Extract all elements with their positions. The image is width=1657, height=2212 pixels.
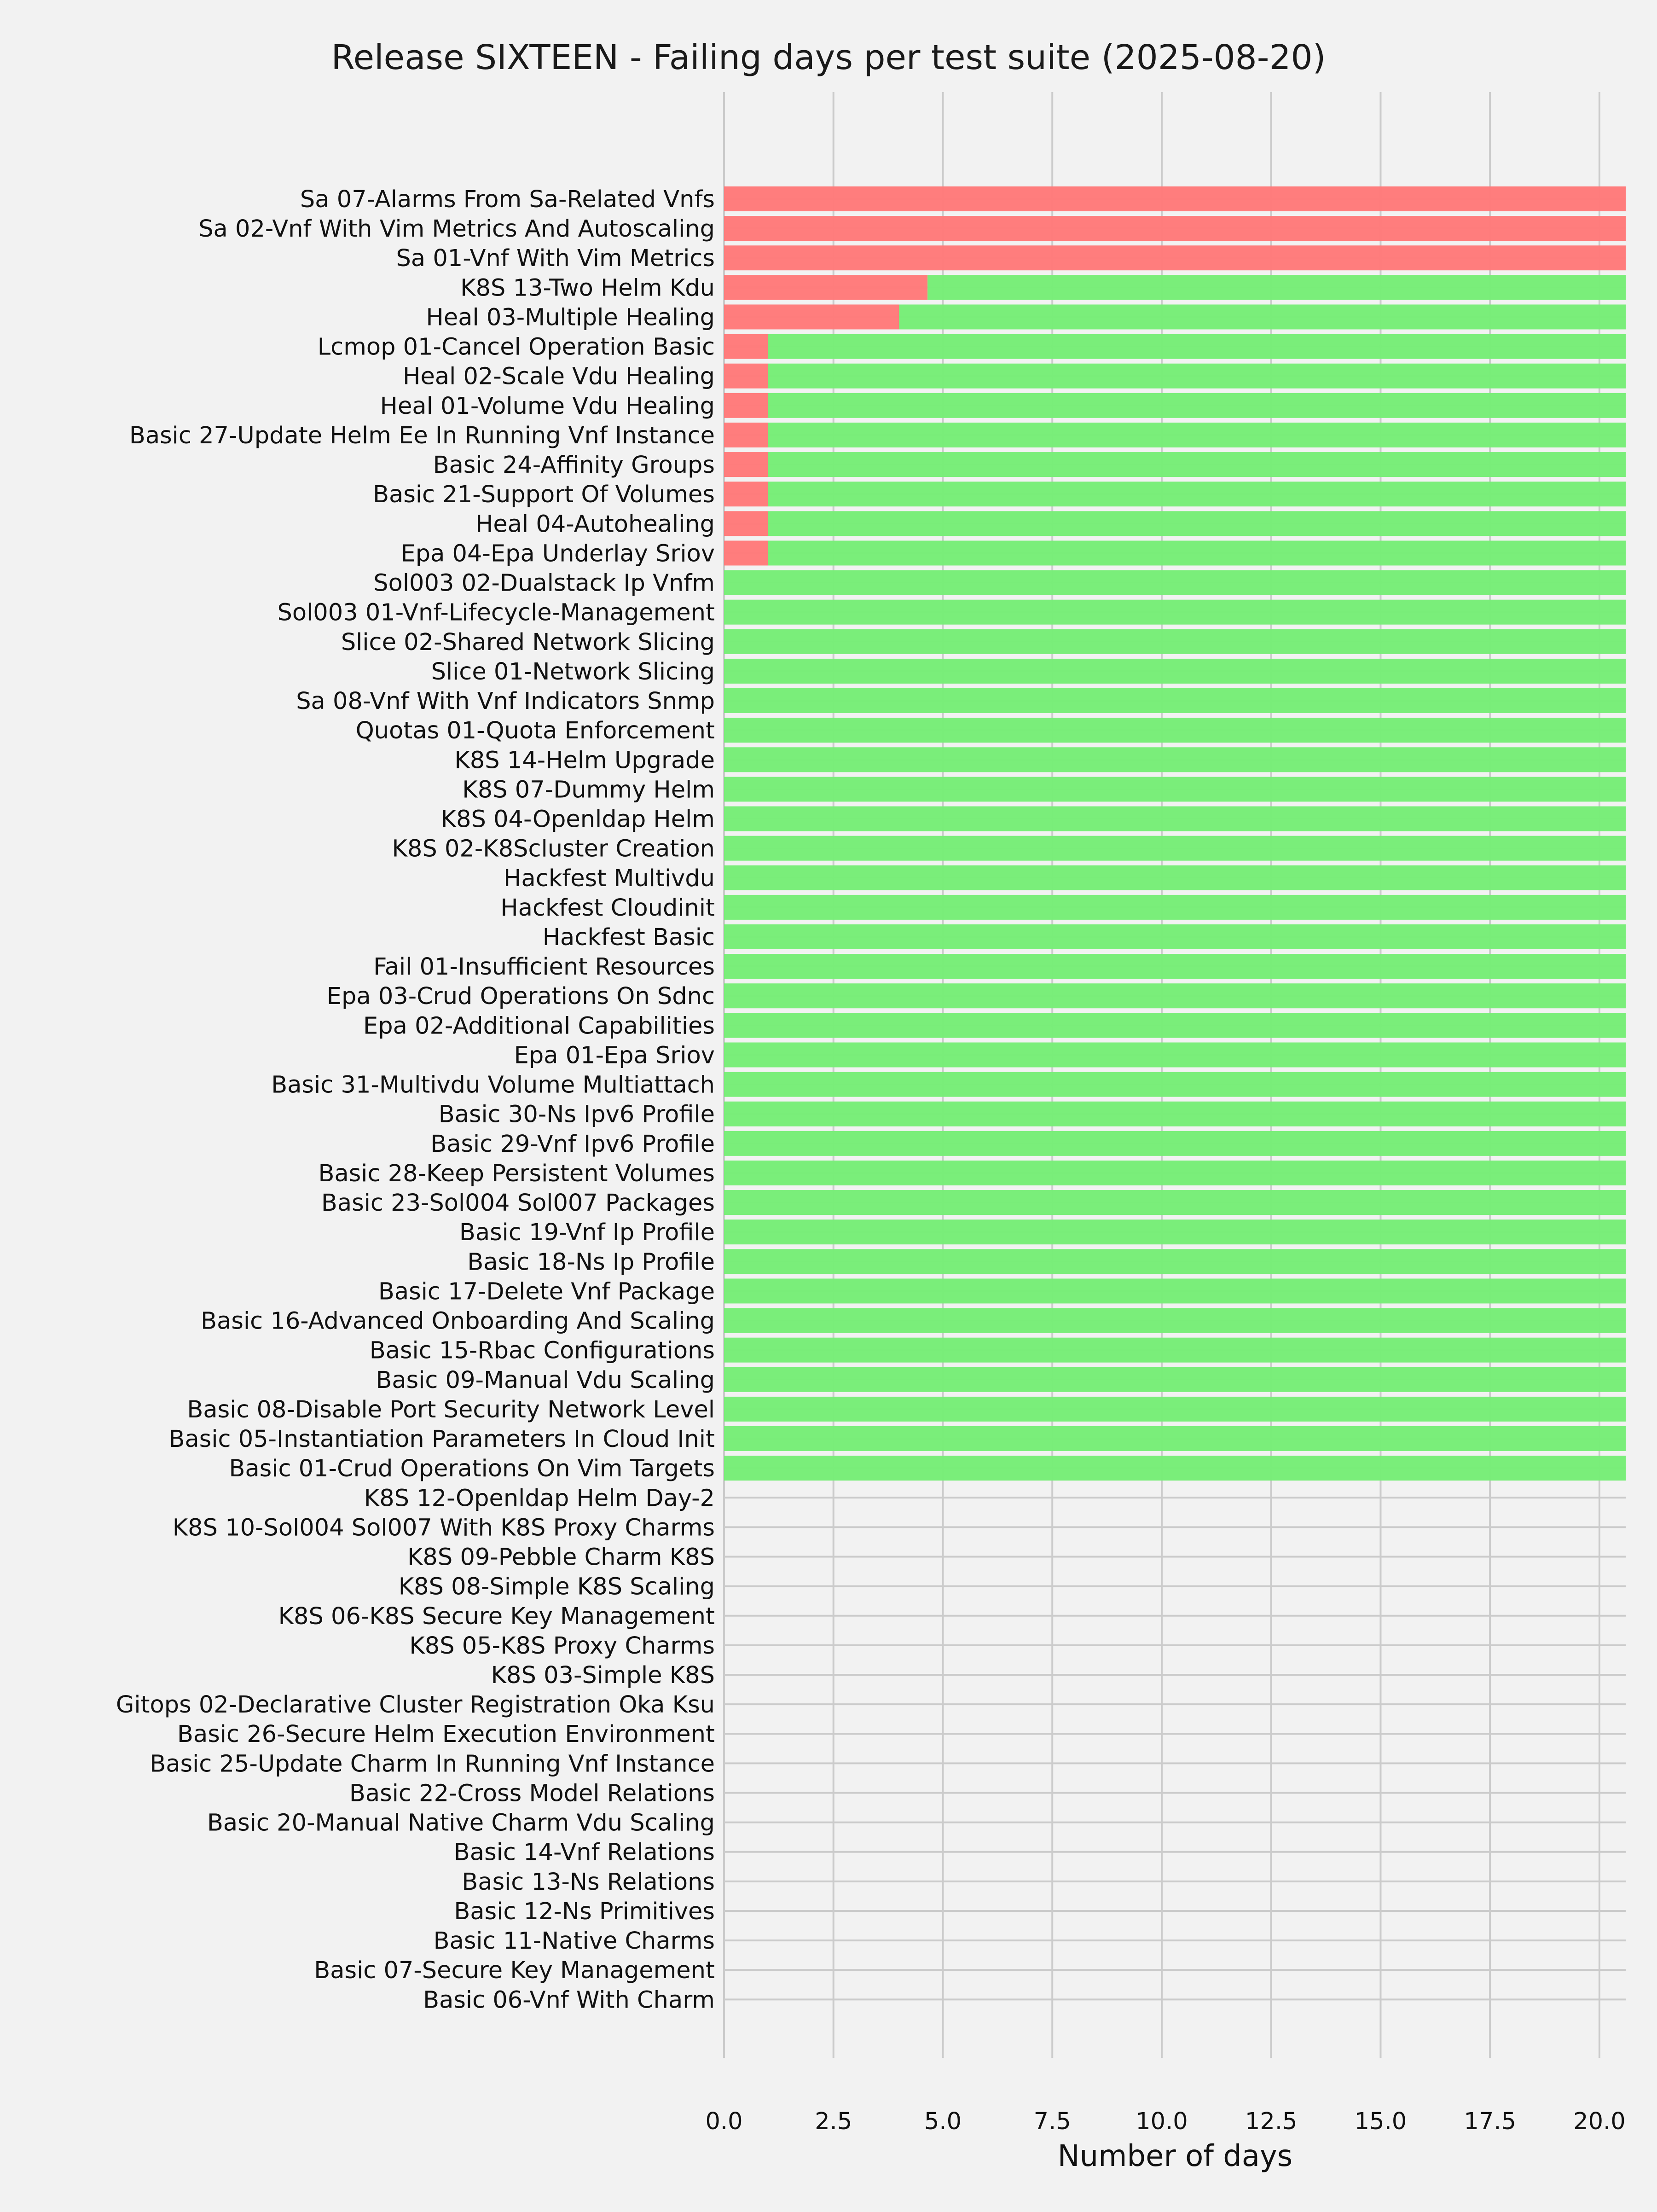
category-label: Basic 12-Ns Primitives: [454, 1898, 715, 1925]
passing-bar: [724, 1278, 1626, 1303]
passing-bar: [768, 482, 1626, 506]
category-label: Basic 17-Delete Vnf Package: [378, 1278, 715, 1306]
category-label: K8S 14-Helm Upgrade: [454, 747, 715, 774]
passing-bar: [724, 895, 1626, 920]
passing-bar: [724, 747, 1626, 772]
failing-bar: [724, 334, 768, 359]
category-label: Basic 11-Native Charms: [433, 1928, 715, 1955]
category-label: Sol003 01-Vnf-Lifecycle-Management: [277, 599, 715, 627]
category-label: Hackfest Basic: [542, 924, 715, 951]
category-label: Basic 24-Affinity Groups: [433, 452, 715, 479]
category-label: Fail 01-Insufficient Resources: [373, 953, 715, 981]
passing-bar: [724, 1102, 1626, 1126]
x-axis-label: Number of days: [1057, 2139, 1293, 2173]
passing-bar: [724, 836, 1626, 861]
passing-bar: [768, 423, 1626, 447]
category-label: K8S 04-Openldap Helm: [440, 806, 715, 833]
category-label: Basic 07-Secure Key Management: [314, 1957, 715, 1985]
category-label: Basic 05-Instantiation Parameters In Cloud Init: [168, 1426, 715, 1453]
x-tick-label: 10.0: [1136, 2108, 1188, 2135]
passing-bar: [724, 924, 1626, 949]
passing-bar: [899, 304, 1626, 329]
category-label: Basic 22-Cross Model Relations: [349, 1780, 715, 1807]
category-label: Sa 02-Vnf With Vim Metrics And Autoscaling: [198, 215, 715, 243]
category-label: Basic 08-Disable Port Security Network Level: [187, 1396, 715, 1423]
x-tick-label: 5.0: [924, 2108, 962, 2135]
category-label: Epa 01-Epa Sriov: [514, 1042, 715, 1069]
category-label: K8S 13-Two Helm Kdu: [460, 274, 715, 302]
category-label: Basic 16-Advanced Onboarding And Scaling: [201, 1307, 715, 1335]
passing-bar: [724, 1131, 1626, 1156]
category-label: Sa 08-Vnf With Vnf Indicators Snmp: [296, 688, 715, 715]
category-label: Slice 01-Network Slicing: [431, 658, 715, 685]
failing-bar: [724, 423, 768, 447]
failing-bar: [724, 186, 1626, 211]
category-label: Basic 13-Ns Relations: [462, 1868, 715, 1896]
passing-bar: [724, 1013, 1626, 1038]
passing-bar: [927, 275, 1626, 300]
category-label: Lcmop 01-Cancel Operation Basic: [317, 333, 715, 361]
passing-bar: [724, 1042, 1626, 1067]
category-label: Basic 25-Update Charm In Running Vnf Instance: [150, 1750, 715, 1778]
category-label: Basic 31-Multivdu Volume Multiattach: [271, 1071, 715, 1099]
passing-bar: [724, 600, 1626, 625]
category-label: Basic 27-Update Helm Ee In Running Vnf Instance: [129, 422, 715, 449]
category-label: Sa 07-Alarms From Sa-Related Vnfs: [300, 186, 715, 213]
passing-bar: [768, 334, 1626, 359]
category-label: K8S 09-Pebble Charm K8S: [407, 1544, 715, 1571]
x-tick-label: 15.0: [1354, 2108, 1407, 2135]
category-label: K8S 07-Dummy Helm: [462, 776, 715, 804]
category-label: Basic 21-Support Of Volumes: [373, 481, 715, 509]
passing-bar: [724, 777, 1626, 801]
passing-bar: [724, 718, 1626, 743]
category-label: Heal 02-Scale Vdu Healing: [403, 363, 715, 390]
passing-bar: [724, 659, 1626, 684]
category-label: Basic 01-Crud Operations On Vim Targets: [229, 1455, 715, 1483]
category-label: Basic 26-Secure Helm Execution Environment: [177, 1721, 715, 1748]
category-label: Basic 23-Sol004 Sol007 Packages: [321, 1190, 715, 1217]
passing-bar: [768, 364, 1626, 389]
passing-bar: [724, 688, 1626, 713]
passing-bar: [768, 511, 1626, 536]
category-label: K8S 05-K8S Proxy Charms: [409, 1632, 715, 1660]
passing-bar: [724, 1338, 1626, 1363]
category-label: K8S 02-K8Scluster Creation: [392, 835, 715, 863]
category-label: K8S 12-Openldap Helm Day-2: [364, 1485, 715, 1512]
category-label: Heal 03-Multiple Healing: [426, 304, 715, 331]
failing-bar: [724, 482, 768, 506]
failing-bar: [724, 364, 768, 389]
failing-bar: [724, 511, 768, 536]
passing-bar: [768, 452, 1626, 477]
passing-bar: [724, 1249, 1626, 1274]
chart-title: Release SIXTEEN - Failing days per test suite (2025-08-20): [331, 38, 1326, 77]
category-label: Heal 01-Volume Vdu Healing: [380, 392, 715, 420]
failing-bar: [724, 245, 1626, 270]
category-label: Basic 20-Manual Native Charm Vdu Scaling: [207, 1809, 715, 1837]
category-label: Sol003 02-Dualstack Ip Vnfm: [373, 569, 715, 597]
passing-bar: [768, 540, 1626, 565]
failing-bar: [724, 304, 899, 329]
x-tick-label: 2.5: [815, 2108, 852, 2135]
failing-bar: [724, 275, 927, 300]
passing-bar: [724, 983, 1626, 1008]
failing-bar: [724, 452, 768, 477]
category-label: Sa 01-Vnf With Vim Metrics: [396, 245, 715, 273]
passing-bar: [724, 1456, 1626, 1480]
category-label: Hackfest Cloudinit: [500, 894, 715, 922]
category-label: Heal 04-Autohealing: [475, 511, 715, 538]
category-label: Basic 30-Ns Ipv6 Profile: [438, 1101, 715, 1128]
category-label: Basic 06-Vnf With Charm: [423, 1986, 715, 2014]
category-label: Basic 09-Manual Vdu Scaling: [376, 1366, 715, 1394]
passing-bar: [724, 954, 1626, 979]
category-label: Quotas 01-Quota Enforcement: [355, 717, 715, 745]
failing-bar: [724, 393, 768, 418]
passing-bar: [724, 1219, 1626, 1244]
category-label: Hackfest Multivdu: [504, 865, 715, 892]
category-label: Basic 14-Vnf Relations: [453, 1839, 715, 1866]
passing-bar: [724, 629, 1626, 654]
x-tick-label: 20.0: [1573, 2108, 1626, 2135]
failing-bar: [724, 540, 768, 565]
passing-bar: [724, 807, 1626, 831]
category-label: Basic 18-Ns Ip Profile: [467, 1248, 715, 1276]
category-label: Basic 28-Keep Persistent Volumes: [318, 1160, 715, 1187]
category-label: Basic 19-Vnf Ip Profile: [459, 1219, 715, 1247]
category-label: K8S 06-K8S Secure Key Management: [278, 1602, 715, 1630]
category-label: Gitops 02-Declarative Cluster Registration Oka Ksu: [116, 1691, 715, 1719]
category-label: Epa 02-Additional Capabilities: [363, 1012, 715, 1040]
category-label: K8S 08-Simple K8S Scaling: [398, 1573, 715, 1601]
category-label: Basic 15-Rbac Configurations: [369, 1337, 715, 1364]
failing-bar: [724, 216, 1626, 241]
passing-bar: [768, 393, 1626, 418]
passing-bar: [724, 1367, 1626, 1392]
category-label: K8S 03-Simple K8S: [491, 1662, 715, 1689]
passing-bar: [724, 1308, 1626, 1333]
passing-bar: [724, 1161, 1626, 1185]
passing-bar: [724, 1072, 1626, 1097]
x-tick-label: 7.5: [1033, 2108, 1071, 2135]
passing-bar: [724, 570, 1626, 595]
category-label: Epa 04-Epa Underlay Sriov: [400, 540, 715, 568]
passing-bar: [724, 1426, 1626, 1451]
passing-bar: [724, 865, 1626, 890]
x-tick-label: 0.0: [705, 2108, 743, 2135]
category-label: Basic 29-Vnf Ipv6 Profile: [430, 1130, 715, 1158]
passing-bar: [724, 1397, 1626, 1422]
x-tick-label: 17.5: [1464, 2108, 1516, 2135]
x-tick-label: 12.5: [1245, 2108, 1298, 2135]
category-label: Epa 03-Crud Operations On Sdnc: [326, 983, 715, 1010]
category-label: Slice 02-Shared Network Slicing: [341, 628, 715, 656]
x-tick-labels: [705, 2108, 1625, 2135]
category-label: K8S 10-Sol004 Sol007 With K8S Proxy Charms: [172, 1514, 715, 1542]
passing-bar: [724, 1190, 1626, 1215]
